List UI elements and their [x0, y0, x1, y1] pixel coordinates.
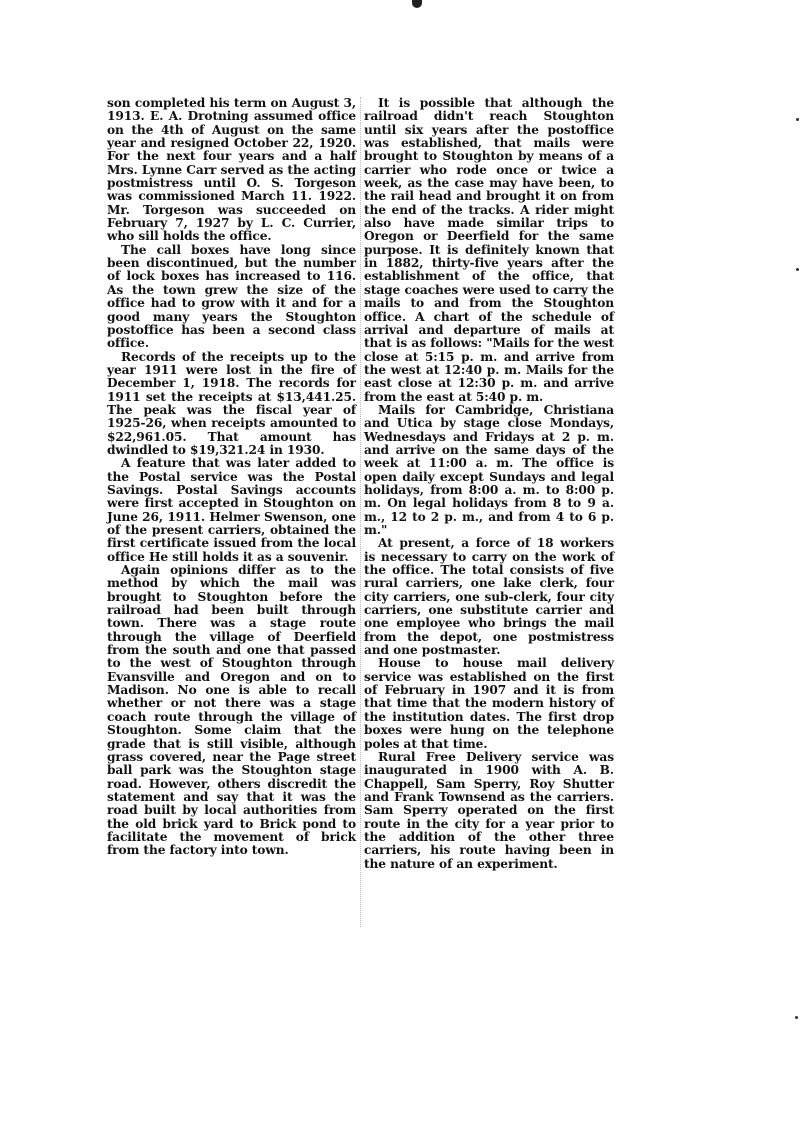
paragraph: At present, a force of 18 workers is necessary to carry on the work of the office. The total consists of five rural carriers, one lake clerk, four city carriers, one sub-clerk, four city carriers, one substitute carrier and one employee who brings the mail from the depot, one postmistress and one postmaster. [364, 536, 614, 658]
column-divider [360, 97, 361, 927]
scan-dot [796, 118, 799, 121]
right-column [364, 97, 614, 871]
paragraph: Mails for Cambridge, Christiana and Utica by stage close Mondays, Wednesdays and Fridays at 2 p. m. and arrive on the same days of the week at 11:00 a. m. The office is open daily except Sundays and legal holidays, from 8:00 a. m. to 8:00 p. m. On legal holidays from 8 to 9 a. m., 12 to 2 p. m., and from 4 to 6 p. m." [364, 402, 614, 537]
paragraph: House to house mail delivery service was established on the first of February in 1907 and it is from that time that the modern history of the institution dates. The first drop boxes were hung on the telephone poles at that time. [364, 656, 614, 751]
paragraph: The call boxes have long since been discontinued, but the number of lock boxes has increased to 116. As the town grew the size of the office had to grow with it and for a good many years the Stoughton postoffice has been a second class office. [107, 242, 356, 351]
paragraph: Records of the receipts up to the year 1911 were lost in the fire of December 1, 1918. The records for 1911 set the receipts at $13,441.25. The peak was the fiscal year of 1925-26, when receipts amounted to $22,961.05. That amount has dwindled to $19,321.24 in 1930. [107, 349, 356, 457]
paragraph: son completed his term on August 3, 1913. E. A. Drotning assumed office on the 4th of August on the same year and resigned October 22, 1920. For the next four years and a half Mrs. Lynne Carr served as the acting postmistress until O. S. Torgeson was commissioned March 11. 1922. Mr. Torgeson was succeeded on February 7, 1927 by L. C. Currier, who sill holds the office. [107, 96, 356, 244]
paragraph: Rural Free Delivery service was inaugurated in 1900 with A. B. Chappell, Sam Sperry, Roy Shutter and Frank Townsend as the carriers. Sam Sperry operated on the first route in the city for a year prior to the addition of the other three carriers, his route having been in the nature of an experiment. [364, 749, 614, 871]
paragraph: Again opinions differ as to the method by which the mail was brought to Stoughton before the railroad had been built through town. There was a stage route through the village of Deerfield from the south and one that passed to the west of Stoughton through Evansville and Oregon and on to Madison. No one is able to recall whether or not there was a stage coach route through the village of Stoughton. Some claim that the grade that is still visible, although grass covered, near the Page street ball park was the Stoughton stage road. However, others discredit the statement and say that it was the road built by local authorities from the old brick yard to Brick pond to facilitate the movement of brick from the factory into town. [107, 563, 356, 858]
paragraph: A feature that was later added to the Postal service was the Postal Savings. Postal Savings accounts were first accepted in Stoughton on June 26, 1911. Helmer Swenson, one of the present carriers, obtained the first certificate issued from the local office He still holds it as a souvenir. [107, 456, 356, 564]
scan-dot [796, 268, 799, 271]
scan-dot [795, 1016, 798, 1019]
left-column [107, 97, 356, 858]
paragraph: It is possible that although the railroad didn't reach Stoughton until six years after the postoffice was established, that mails were brought to Stoughton by means of a carrier who rode once or twice a week, as the case may have been, to the rail head and brought it on from the end of the tracks. A rider might also have made similar trips to Oregon or Deerfield for the same purpose. It is definitely known that in 1882, thirty-five years after the establishment of the office, that stage coaches were used to carry the mails to and from the Stoughton office. A chart of the schedule of arrival and departure of mails at that is as follows: "Mails for the west close at 5:15 p. m. and arrive from the west at 12:40 p. m. Mails for the east close at 12:30 p. m. and arrive from the east at 5:40 p. m. [364, 96, 614, 404]
scan-mark [412, 0, 422, 8]
